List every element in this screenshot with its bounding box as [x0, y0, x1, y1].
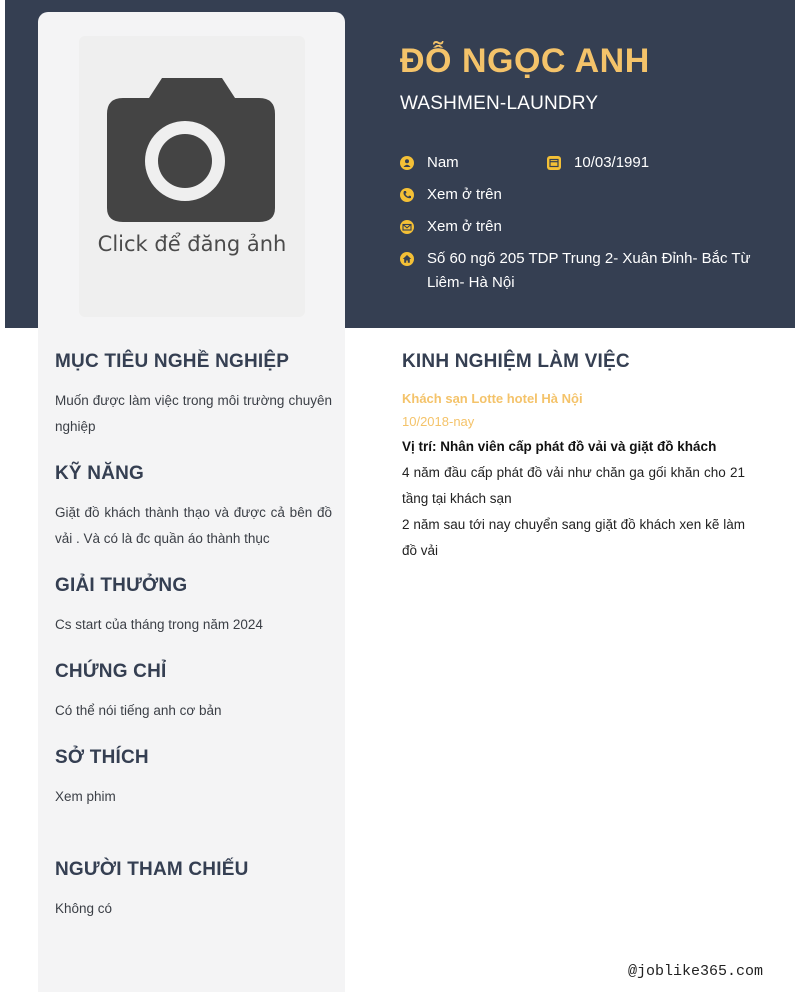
home-icon	[400, 252, 414, 266]
photo-caption: Click để đăng ảnh	[97, 232, 287, 256]
calendar-icon	[547, 156, 561, 170]
experience-title: KINH NGHIỆM LÀM VIỆC	[402, 351, 630, 372]
awards-title: GIẢI THƯỞNG	[55, 575, 188, 596]
watermark: @joblike365.com	[627, 963, 763, 980]
camera-icon	[107, 76, 277, 222]
references-text: Không có	[55, 901, 113, 916]
experience-description	[402, 460, 745, 564]
address-row	[427, 247, 772, 295]
email-row	[427, 215, 502, 239]
experience-position: Vị trí: Nhân viên cấp phát đồ vải và giặt đồ khách	[402, 439, 717, 454]
user-icon	[400, 156, 414, 170]
experience-desc-line: 4 năm đầu cấp phát đồ vải như chăn ga gối khăn cho 21 tầng tại khách sạn	[402, 465, 745, 506]
experience-period: 10/2018-nay	[402, 414, 475, 429]
objective-text: Muốn được làm việc trong môi trường chuyên nghiệp	[55, 393, 332, 434]
phone-icon	[400, 188, 414, 202]
certificates-text: Có thể nói tiếng anh cơ bản	[55, 703, 222, 718]
email-value: Xem ở trên	[427, 218, 502, 235]
photo-upload[interactable]	[79, 36, 305, 317]
birthdate-value: 10/03/1991	[574, 154, 650, 171]
awards-text: Cs start của tháng trong năm 2024	[55, 617, 263, 632]
job-title: WASHMEN-LAUNDRY	[400, 93, 599, 114]
references-title: NGƯỜI THAM CHIẾU	[55, 859, 249, 880]
candidate-name: ĐỖ NGỌC ANH	[400, 42, 650, 80]
gender-row	[427, 151, 459, 175]
hobbies-title: SỞ THÍCH	[55, 747, 149, 768]
phone-row	[427, 183, 502, 207]
address-value: Số 60 ngõ 205 TDP Trung 2- Xuân Đỉnh- Bắc Từ Liêm- Hà Nội	[427, 250, 751, 291]
gender-value: Nam	[427, 154, 459, 171]
envelope-icon	[400, 220, 414, 234]
skills-title: KỸ NĂNG	[55, 463, 145, 484]
birthdate-row	[574, 151, 649, 175]
experience-company: Khách sạn Lotte hotel Hà Nội	[402, 391, 583, 406]
hobbies-text: Xem phim	[55, 789, 116, 804]
skills-text: Giặt đồ khách thành thạo và được cả bên đồ vải . Và có là đc quần áo thành thục	[55, 505, 332, 546]
phone-value: Xem ở trên	[427, 186, 502, 203]
certificates-title: CHỨNG CHỈ	[55, 661, 167, 682]
experience-desc-line: 2 năm sau tới nay chuyển sang giặt đồ khách xen kẽ làm đồ vải	[402, 517, 745, 558]
objective-title: MỤC TIÊU NGHỀ NGHIỆP	[55, 351, 290, 372]
